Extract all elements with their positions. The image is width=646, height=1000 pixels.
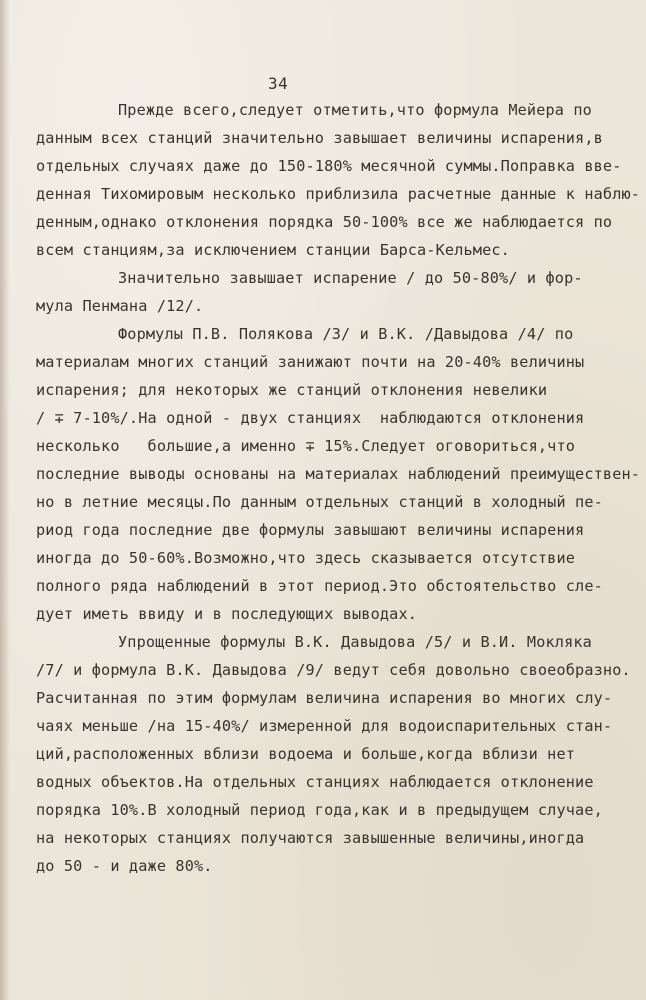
text-line: денным,однако отклонения порядка 50-100% все же наблюдается по [36,213,613,231]
text-line: Расчитанная по этим формулам величина испарения во многих слу- [36,689,613,707]
text-line: денная Тихомировым несколько приблизила расчетные данные к наблю- [36,185,641,203]
text-line: до 50 - и даже 80%. [36,857,213,875]
page-number: 34 [268,74,289,93]
text-line: Значительно завышает испарение / до 50-80%/ и фор- [118,269,583,287]
text-line: несколько большие,а именно ∓ 15%.Следует оговориться,что [36,437,576,455]
text-line: мула Пенмана /12/. [36,297,204,315]
text-line: Упрощенные формулы В.К. Давыдова /5/ и В.И. Мокляка [118,633,592,651]
text-line: на некоторых станциях получаются завышенные величины,иногда [36,829,585,847]
text-line: но в летние месяцы.По данным отдельных станций в холодный пе- [36,493,603,511]
text-line: Формулы П.В. Полякова /3/ и В.К. /Давыдова /4/ по [118,325,574,343]
text-line: /7/ и формула В.К. Давыдова /9/ ведут себя довольно своеобразно. [36,661,631,679]
text-line: отдельных случаях даже до 150-180% месячной суммы.Поправка вве- [36,157,622,175]
text-line: испарения; для некоторых же станций отклонения невелики [36,381,548,399]
text-line: полного ряда наблюдений в этот период.Это обстоятельство сле- [36,577,603,595]
text-line: риод года последние две формулы завышают величины испарения [36,521,585,539]
text-line: водных объектов.На отдельных станциях наблюдается отклонение [36,773,594,791]
page-edge-shadow [0,0,10,1000]
text-line: данным всех станций значительно завышает величины испарения,в [36,129,603,147]
text-line: иногда до 50-60%.Возможно,что здесь сказывается отсутствие [36,549,576,567]
text-line: последние выводы основаны на материалах наблюдений преимуществен- [36,465,641,483]
text-line: чаях меньше /на 15-40%/ измеренной для водоиспарительных стан- [36,717,613,735]
text-line: / ∓ 7-10%/.На одной - двух станциях наблюдаются отклонения [36,409,585,427]
text-line: материалам многих станций занижают почти на 20-40% величины [36,353,585,371]
text-line: дует иметь ввиду и в последующих выводах. [36,605,418,623]
text-line: порядка 10%.В холодный период года,как и в предыдущем случае, [36,801,603,819]
text-line: ций,расположенных вблизи водоема и больше,когда вблизи нет [36,745,576,763]
text-line: всем станциям,за исключением станции Барса-Кельмес. [36,241,510,259]
text-line: Прежде всего,следует отметить,что формула Мейера по [118,101,592,119]
